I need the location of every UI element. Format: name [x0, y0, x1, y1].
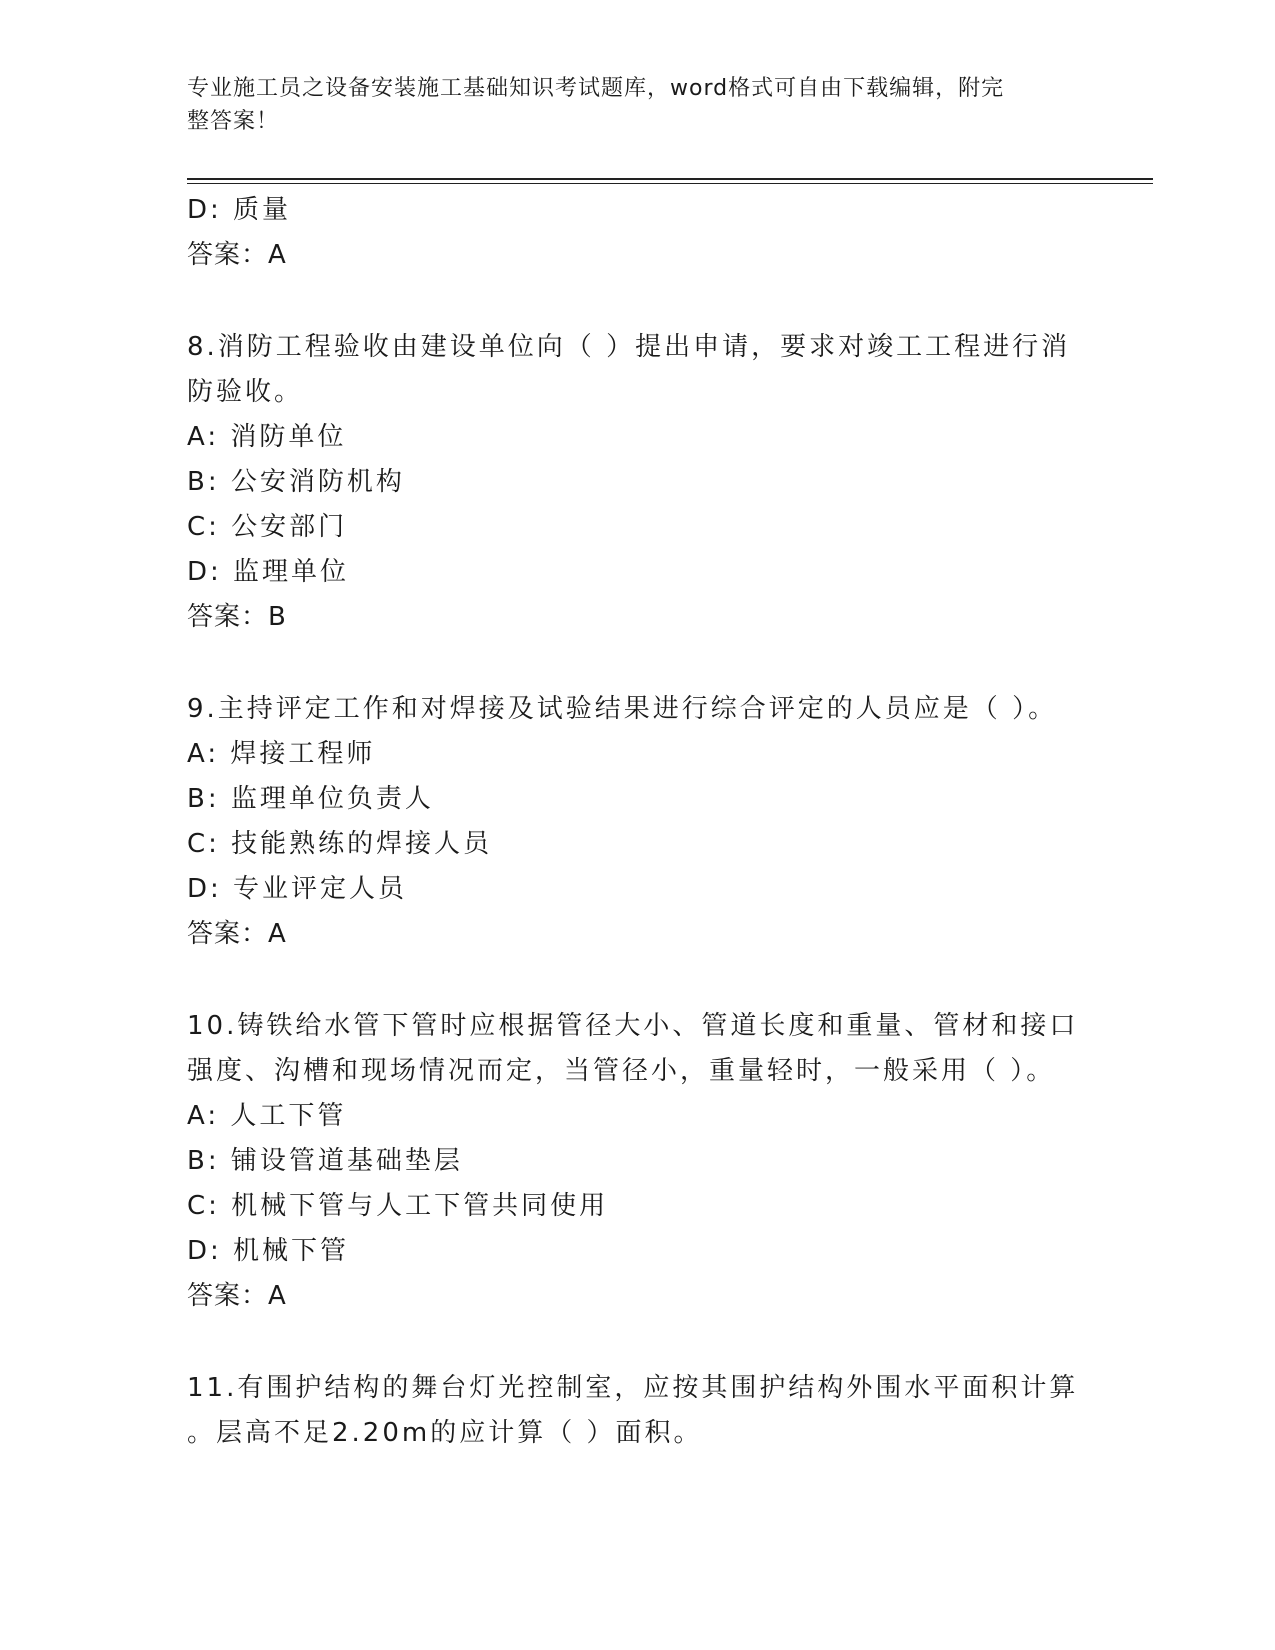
question-stem: 9.主持评定工作和对焊接及试验结果进行综合评定的人员应是（ ）。 — [187, 694, 1058, 724]
option-d: D: 机械下管 — [187, 1236, 350, 1266]
question-list — [187, 188, 1087, 1456]
question-stem: 11.有围护结构的舞台灯光控制室，应按其围护结构外围水平面积计算 — [187, 1373, 1079, 1403]
answer-line: 答案：A — [187, 919, 287, 949]
spacer — [187, 957, 1087, 1004]
question-stem: 10.铸铁给水管下管时应根据管径大小、管道长度和重量、管材和接口 — [187, 1011, 1079, 1041]
option-c: C: 机械下管与人工下管共同使用 — [187, 1191, 609, 1221]
question-stem: 防验收。 — [187, 377, 304, 407]
answer-line: 答案：B — [187, 602, 287, 632]
option-b: B: 监理单位负责人 — [187, 784, 434, 814]
option-d: D: 监理单位 — [187, 557, 350, 587]
answer-line: 答案：A — [187, 240, 287, 270]
option-a: A: 人工下管 — [187, 1101, 347, 1131]
spacer — [187, 278, 1087, 325]
option-b: B: 公安消防机构 — [187, 467, 405, 497]
question-stem: 8.消防工程验收由建设单位向（ ）提出申请，要求对竣工工程进行消 — [187, 332, 1071, 362]
header-divider-thin — [187, 183, 1153, 184]
question-stem: 强度、沟槽和现场情况而定，当管径小，重量轻时，一般采用（ ）。 — [187, 1056, 1056, 1086]
header-line-1: 专业施工员之设备安装施工基础知识考试题库，word格式可自由下载编辑，附完 — [187, 76, 1005, 101]
option-a: A: 焊接工程师 — [187, 739, 376, 769]
question-stem: 。层高不足2.20m的应计算（ ）面积。 — [187, 1418, 703, 1448]
option-d: D: 专业评定人员 — [187, 874, 408, 904]
option-a: A: 消防单位 — [187, 422, 347, 452]
spacer — [187, 640, 1087, 687]
option-b: B: 铺设管道基础垫层 — [187, 1146, 463, 1176]
option-c: C: 技能熟练的焊接人员 — [187, 829, 493, 859]
option-c: C: 公安部门 — [187, 512, 348, 542]
header-divider-thick — [187, 178, 1153, 180]
option-d: D: 质量 — [187, 195, 292, 225]
spacer — [187, 1319, 1087, 1366]
header-line-2: 整答案！ — [187, 109, 280, 134]
page-header — [187, 72, 1067, 138]
answer-line: 答案：A — [187, 1281, 287, 1311]
